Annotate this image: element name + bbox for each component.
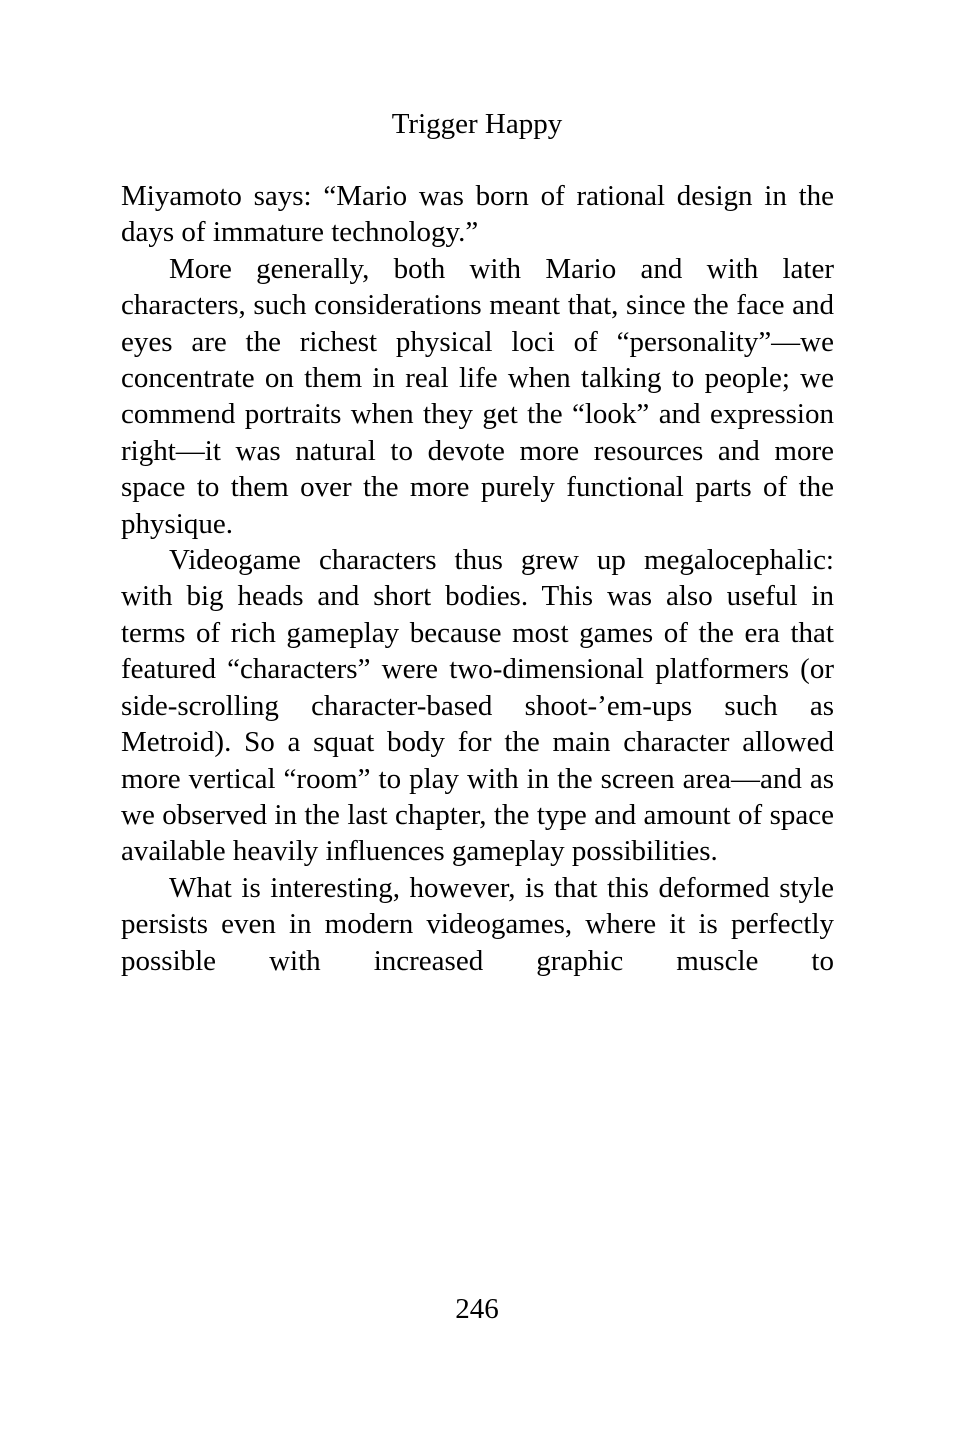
page-number: 246	[455, 1293, 499, 1325]
paragraph-1: Miyamoto says: “Mario was born of rational design in the days of immature technology.”	[121, 180, 834, 249]
running-head: Trigger Happy	[391, 108, 563, 140]
paragraph-2: More generally, both with Mario and with later characters, such considerations meant that, since the face and eyes are the richest physical loci of “personality”—we concentrate on them in real life when talking to people; we commend portraits when they get the “look” and expression right—it was natural to devote more resources and more space to them over the more purely functional parts of the physique.	[121, 252, 834, 540]
paragraph-4: What is interesting, however, is that this deformed style persists even in modern videogames, where it is perfectly possible with increased graphic muscle to	[121, 871, 834, 977]
paragraph-3: Videogame characters thus grew up megalocephalic: with big heads and short bodies. This was also useful in terms of rich gameplay because most games of the era that featured “characters” were two-dimensional platformers (or side-scrolling character-based shoot-’em-ups such as Metroid). So a squat body for the main character allowed more vertical “room” to play with in the screen area—and as we observed in the last chapter, the type and amount of space available heavily influences gameplay possibilities.	[121, 544, 834, 868]
body-text	[121, 178, 834, 979]
